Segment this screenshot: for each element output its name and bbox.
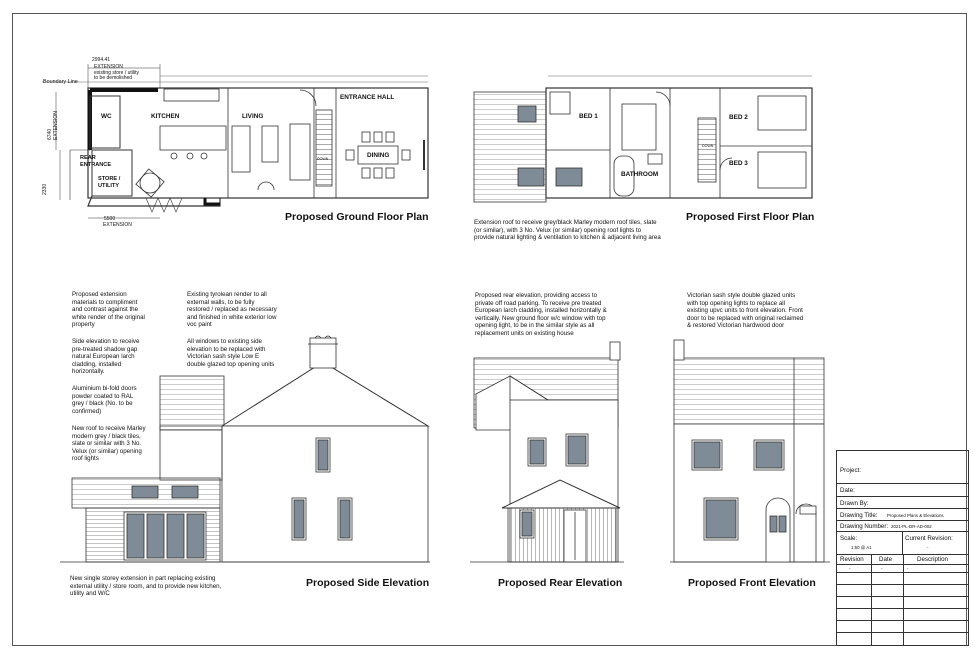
tb-date-label: Date: — [840, 487, 855, 494]
tb-drawn-by-label: Drawn By: — [840, 500, 869, 507]
tb-rev-date-cell: - — [881, 566, 883, 571]
tb-current-revision-label: Current Revision: — [905, 535, 953, 542]
note-extension-roof: Extension roof to receive grey/black Marley modern roof tiles, slate (or similar), with 3 No. Velux (or similar) opening roof lights to provide natural lighting & ventilation to kitchen & adjacent living area — [474, 219, 661, 242]
ground-outline — [88, 88, 428, 198]
dim-2330: 2330 — [42, 183, 48, 195]
room-kitchen: KITCHEN — [151, 113, 180, 120]
dim-5500: 5500 — [104, 216, 116, 222]
tb-drawing-title-label: Drawing Title: — [840, 512, 878, 519]
room-bed2: BED 2 — [729, 114, 748, 121]
tb-drawing-number: 2021-PL-DR-AD-002 — [891, 524, 932, 529]
room-dining: DINING — [367, 152, 390, 159]
dim-extension-vertical: EXTENSION — [53, 111, 59, 140]
room-bathroom: BATHROOM — [621, 171, 659, 178]
note-side-render: Existing tyrolean render to all external walls, to be fully restored / replaced as necessary and finished in white exterior low voc paint — [187, 291, 277, 329]
title-block — [836, 450, 969, 646]
dim-2994: 2994.41 — [92, 57, 111, 63]
front-elevation — [670, 340, 830, 562]
room-store-utility: STORE / UTILITY — [98, 176, 121, 189]
ground-floor-plan — [42, 64, 428, 218]
rear-elevation — [470, 342, 624, 562]
boundary-line-label: Boundary Line — [43, 79, 78, 85]
title-front-elevation: Proposed Front Elevation — [688, 577, 816, 589]
note-side-cladding: Side elevation to receive pre-treated shadow gap natural European larch cladding, installed horizontally. — [72, 338, 140, 376]
note-side-extension: New single storey extension in part replacing existing external utility / store room, and to provide new kitchen, utility and W/C — [70, 575, 222, 598]
dim-6740: 6740 — [47, 128, 53, 140]
title-rear-elevation: Proposed Rear Elevation — [498, 577, 623, 589]
stair-down-ground: DOWN — [317, 157, 329, 161]
tb-scale: 1:50 @ A1 — [851, 545, 872, 550]
tb-revision-col: Revision — [840, 556, 864, 563]
room-bed1: BED 1 — [579, 113, 598, 120]
title-ground-floor-plan: Proposed Ground Floor Plan — [285, 211, 429, 223]
dim-extension-horizontal: EXTENSION — [103, 222, 132, 228]
extension-demolish-note: EXTENSION existing store / utility to be demolished — [94, 64, 140, 82]
note-side-materials: Proposed extension materials to compliment and contrast against the white render of the original property — [72, 291, 145, 329]
title-side-elevation: Proposed Side Elevation — [306, 577, 430, 589]
note-rear-elevation: Proposed rear elevation, providing access to private off road parking. To receive pre treated European larch cladding, installed horizontally & vertically. New ground floor w/c window with top opening light, to be in the similar style as all replacement units on existing house — [475, 292, 607, 337]
note-front-elevation: Victorian sash style double glazed units with top opening lights to replace all existing upvc units to front elevation. Front door to be replaced with original reclaimed & restored Victorian hardwood door — [687, 292, 804, 330]
note-side-roof: New roof to receive Marley modern grey / black tiles, slate or similar with 3 No. Velux (or similar) opening roof lights — [72, 425, 146, 463]
tb-project-label: Project: — [840, 467, 861, 474]
tb-current-revision: - — [927, 545, 929, 550]
title-first-floor-plan: Proposed First Floor Plan — [686, 211, 815, 223]
room-rear-entrance: REAR ENTRANCE — [80, 155, 112, 168]
tb-date-col: Date — [879, 556, 893, 563]
tb-description-col: Description — [917, 556, 948, 563]
room-wc: WC — [101, 113, 112, 120]
room-living: LIVING — [242, 113, 264, 120]
first-floor-plan — [474, 76, 812, 202]
room-bed3: BED 3 — [729, 160, 748, 167]
tb-rev-desc-cell: - — [907, 566, 909, 571]
stair-down-first: DOWN — [702, 144, 714, 148]
tb-drawing-title: Proposed Plans & Elevations — [887, 513, 944, 518]
note-side-doors: Aluminium bi-fold doors powder coated to RAL grey / black (No. to be confirmed) — [72, 385, 137, 415]
tb-scale-label: Scale: — [840, 535, 858, 542]
tb-drawing-number-label: Drawing Number: — [840, 523, 889, 530]
room-entrance-hall: ENTRANCE HALL — [340, 94, 395, 101]
note-side-windows: All windows to existing side elevation to be replaced with Victorian sash style Low E double glazed top opening units — [187, 338, 275, 368]
tb-rev-cell: - — [849, 566, 851, 571]
